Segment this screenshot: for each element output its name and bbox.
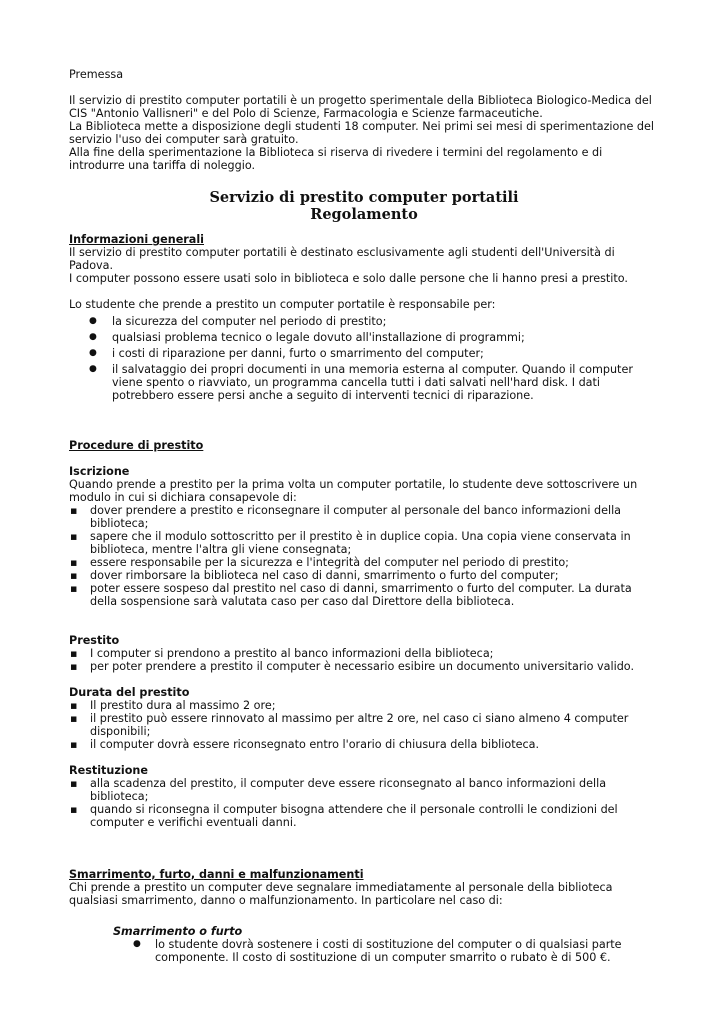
list-item: ▪ poter essere sospeso dal prestito nel caso di danni, smarrimento o furto del computer. La durata della sospensione sarà valutata caso per caso dal Direttore della biblioteca.: [69, 582, 659, 608]
list-item: ▪ essere responsabile per la sicurezza e l'integrità del computer nel periodo di prestito;: [69, 556, 659, 569]
list-item: ▪ quando si riconsegna il computer bisogna attendere che il personale controlli le condizioni del computer e verifichi eventuali danni.: [69, 803, 659, 829]
list-item: ▪ sapere che il modulo sottoscritto per il prestito è in duplice copia. Una copia viene conservata in biblioteca, mentre l'altra gli viene consegnata;: [69, 530, 659, 556]
loss-sub-list: [113, 938, 659, 964]
general-info-line-2: I computer possono essere usati solo in biblioteca e solo dalle persone che li hanno presi a prestito.: [69, 272, 628, 285]
iscrizione-list: [69, 504, 659, 608]
list-item: ▪ il computer dovrà essere riconsegnato entro l'orario di chiusura della biblioteca.: [69, 738, 659, 751]
list-item: ▪ per poter prendere a prestito il computer è necessario esibire un documento universitario valido.: [69, 660, 659, 673]
list-item: ▪ dover prendere a prestito e riconsegnare il computer al personale del banco informazioni della biblioteca;: [69, 504, 659, 530]
list-item: ▪ I computer si prendono a prestito al banco informazioni della biblioteca;: [69, 647, 659, 660]
iscrizione-heading: Iscrizione: [69, 465, 130, 478]
list-item: ▪ dover rimborsare la biblioteca nel caso di danni, smarrimento o furto del computer;: [69, 569, 659, 582]
intro-heading: Premessa: [69, 68, 124, 81]
loss-heading: Smarrimento, furto, danni e malfunzionamenti: [69, 868, 364, 881]
durata-list: [69, 699, 659, 751]
intro-paragraph-2: La Biblioteca mette a disposizione degli studenti 18 computer. Nei primi sei mesi di sperimentazione del servizio l'uso dei computer sarà gratuito.: [69, 120, 655, 146]
loss-intro: Chi prende a prestito un computer deve segnalare immediatamente al personale della biblioteca qualsiasi smarrimento, danno o malfunzionamento. In particolare nel caso di:: [69, 881, 613, 907]
intro-paragraph-3: Alla fine della sperimentazione la Biblioteca si riserva di rivedere i termini del regolamento e di introdurre una tariffa di noleggio.: [69, 146, 603, 172]
document-title: Servizio di prestito computer portatili: [209, 189, 519, 206]
prestito-list: [69, 647, 659, 673]
general-info-heading: Informazioni generali: [69, 233, 205, 246]
list-item: ▪ alla scadenza del prestito, il computer deve essere riconsegnato al banco informazioni della biblioteca;: [69, 777, 659, 803]
document-subtitle: Regolamento: [310, 206, 418, 223]
loss-sub-heading: Smarrimento o furto: [113, 925, 243, 938]
iscrizione-intro: Quando prende a prestito per la prima volta un computer portatile, lo studente deve sottoscrivere un modulo in cui si dichiara consapevole di:: [69, 478, 638, 504]
general-info-line-1: Il servizio di prestito computer portatili è destinato esclusivamente agli studenti dell'Università di Padova.: [69, 246, 615, 272]
restituzione-heading: Restituzione: [69, 764, 148, 777]
restituzione-list: [69, 777, 659, 829]
responsibility-intro: Lo studente che prende a prestito un computer portatile è responsabile per:: [69, 298, 496, 311]
prestito-heading: Prestito: [69, 634, 120, 647]
responsibility-list: [69, 315, 659, 402]
list-item: ● lo studente dovrà sostenere i costi di sostituzione del computer o di qualsiasi parte componente. Il costo di sostituzione di un computer smarrito o rubato è di 500 €.: [113, 938, 659, 964]
document-page: [69, 68, 659, 967]
durata-heading: Durata del prestito: [69, 686, 190, 699]
list-item: ● la sicurezza del computer nel periodo di prestito;: [69, 315, 659, 328]
list-item: ● qualsiasi problema tecnico o legale dovuto all'installazione di programmi;: [69, 331, 659, 344]
list-item: ▪ Il prestito dura al massimo 2 ore;: [69, 699, 659, 712]
procedures-heading: Procedure di prestito: [69, 439, 204, 452]
list-item: ● i costi di riparazione per danni, furto o smarrimento del computer;: [69, 347, 659, 360]
loss-subsection: [69, 925, 659, 964]
list-item: ▪ il prestito può essere rinnovato al massimo per altre 2 ore, nel caso ci siano almeno 4 computer disponibili;: [69, 712, 659, 738]
list-item: ● il salvataggio dei propri documenti in una memoria esterna al computer. Quando il computer viene spento o riavviato, un programma cancella tutti i dati salvati nell'hard disk. I dati potrebbero essere persi anche a seguito di interventi tecnici di riparazione.: [69, 363, 659, 402]
intro-paragraph-1: Il servizio di prestito computer portatili è un progetto sperimentale della Biblioteca Biologico-Medica del CIS "Antonio Vallisneri" e del Polo di Scienze, Farmacologia e Scienze farmaceutiche.: [69, 94, 652, 120]
